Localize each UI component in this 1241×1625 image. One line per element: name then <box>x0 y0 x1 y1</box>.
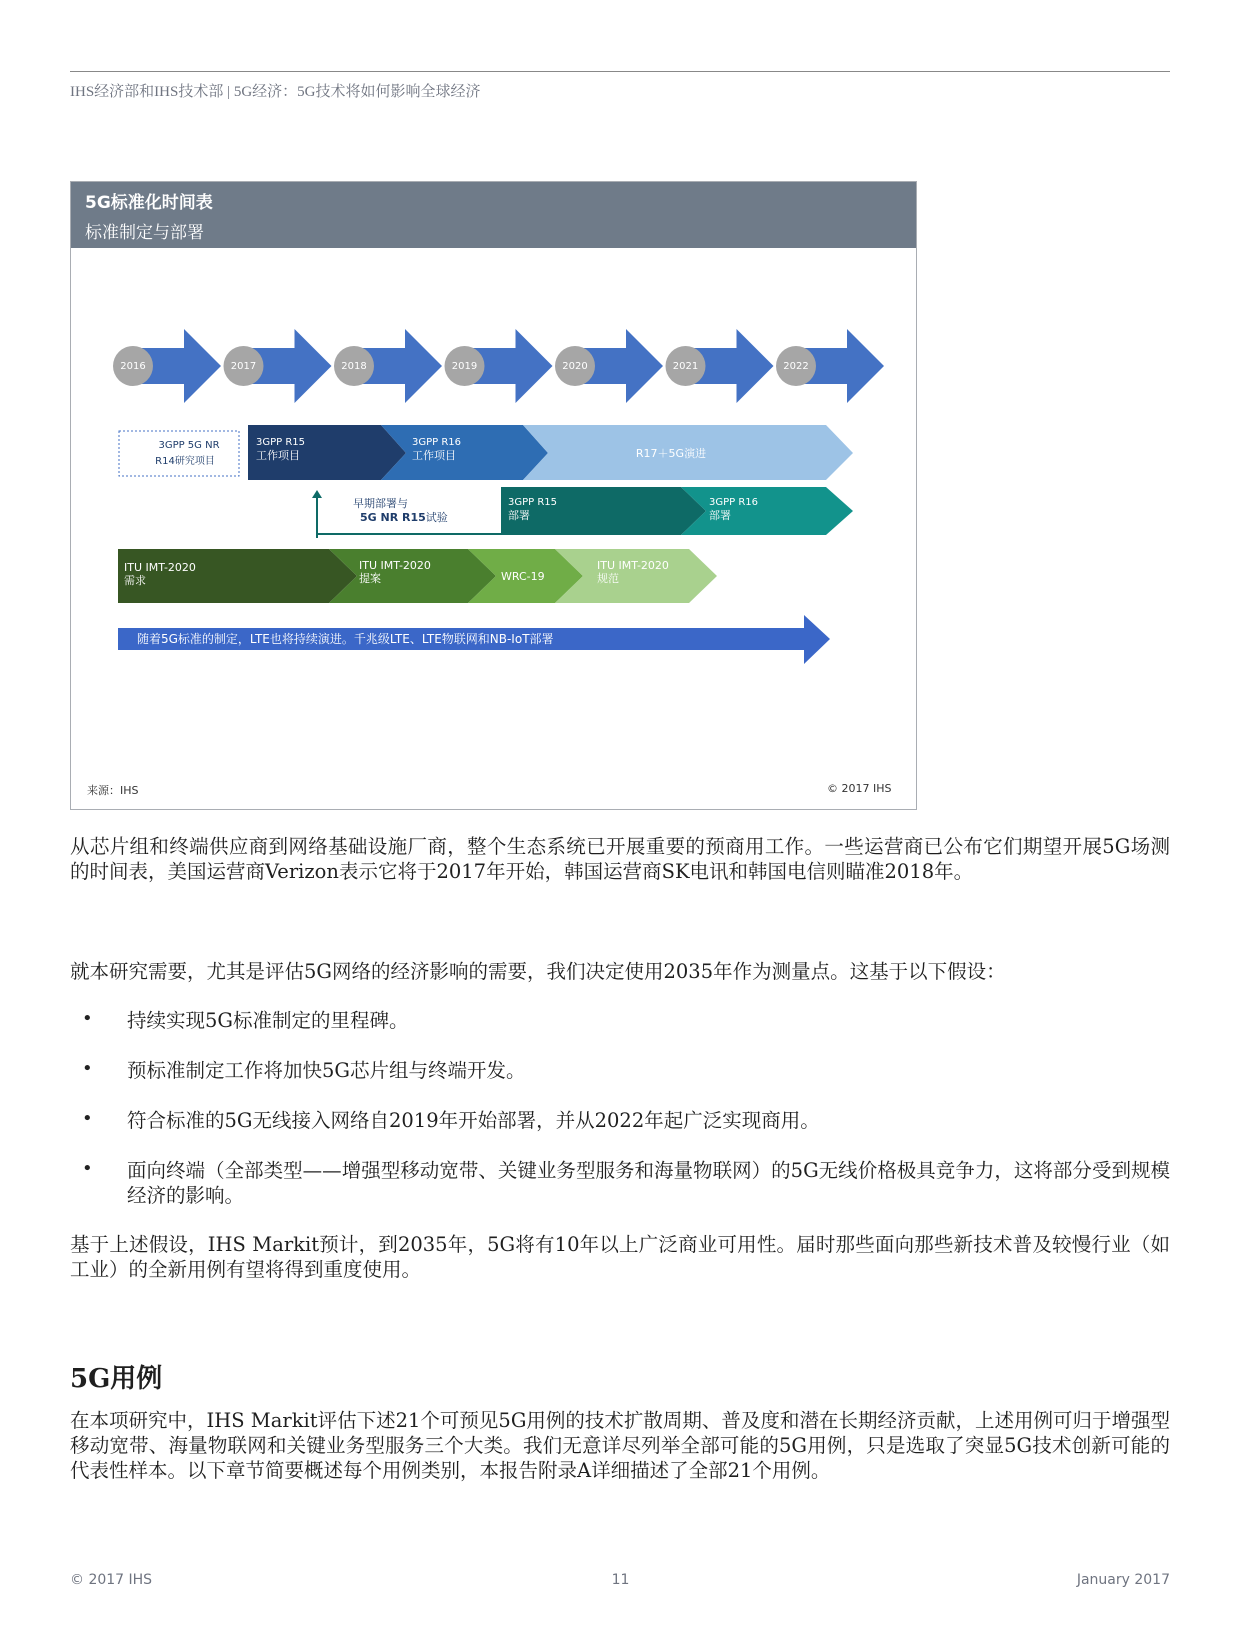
r16-deploy-label-1: 3GPP R16 <box>709 497 759 508</box>
year-label-2016: 2016 <box>120 361 146 372</box>
lte-evolution-label: 随着5G标准的制定，LTE也将持续演进。千兆级LTE、LTE物联网和NB-IoT部署 <box>137 632 554 646</box>
itu-req-label-2: 需求 <box>124 574 146 587</box>
r14-study-box <box>119 431 239 476</box>
itu-prop-label-1: ITU IMT-2020 <box>359 559 431 572</box>
bullet-marker-2: • <box>82 1058 93 1079</box>
bullet-item-2: 预标准制定工作将加快5G芯片组与终端开发。 <box>127 1059 526 1082</box>
r16-work-label-1: 3GPP R16 <box>412 437 462 448</box>
timeline-diagram <box>71 248 916 778</box>
year-label-2017: 2017 <box>230 361 257 372</box>
r16-work-arrow <box>381 425 548 480</box>
r14-label-1: 3GPP 5G NR <box>158 440 220 451</box>
early-label-2-bold: 5G NR R15 <box>360 511 426 524</box>
r16-work-label-2: 工作项目 <box>412 449 456 462</box>
header-rule <box>70 71 1170 72</box>
paragraph-1: 从芯片组和终端供应商到网络基础设施厂商，整个生态系统已开展重要的预商用工作。一些运营商已公布它们期望开展5G场测的时间表，美国运营商Verizon表示它将于2017年开始，韩国运营商SK电讯和韩国电信则瞄准2018年。 <box>70 835 1171 883</box>
r14-label-2: R14研究项目 <box>155 456 215 467</box>
figure-subtitle: 标准制定与部署 <box>85 223 204 243</box>
itu-req-label-1: ITU IMT-2020 <box>124 561 196 574</box>
footer-copyright: © 2017 IHS <box>70 1572 153 1588</box>
r15-deploy-arrow <box>501 487 706 535</box>
figure-copyright: © 2017 IHS <box>827 782 892 795</box>
paragraph-3: 基于上述假设，IHS Markit预计，到2035年，5G将有10年以上广泛商业可用性。届时那些面向那些新技术普及较慢行业（如工业）的全新用例有望将得到重度使用。 <box>70 1233 1170 1281</box>
early-label-1: 早期部署与 <box>353 497 408 510</box>
section-heading: 5G用例 <box>70 1364 163 1394</box>
r17-label: R17＋5G演进 <box>635 447 707 460</box>
early-label-2-rest: 试验 <box>425 511 448 524</box>
bullet-item-1: 持续实现5G标准制定的里程碑。 <box>127 1009 409 1032</box>
r15-deploy-label-1: 3GPP R15 <box>508 497 558 508</box>
itu-prop-label-2: 提案 <box>359 572 381 585</box>
bullet-item-3: 符合标准的5G无线接入网络自2019年开始部署，并从2022年起广泛实现商用。 <box>127 1109 820 1132</box>
paragraph-4: 在本项研究中，IHS Markit评估下述21个可预见5G用例的技术扩散周期、普及度和潜在长期经济贡献，上述用例可归于增强型移动宽带、海量物联网和关键业务型服务三个大类。我们无意详尽列举全部可能的5G用例，只是选取了突显5G技术创新可能的代表性样本。以下章节简要概述每个用例类别，本报告附录A详细描述了全部21个用例。 <box>70 1409 1170 1482</box>
timeline-figure <box>70 181 917 810</box>
wrc-label: WRC-19 <box>501 570 545 583</box>
running-header: IHS经济部和IHS技术部 | 5G经济：5G技术将如何影响全球经济 <box>70 84 481 100</box>
footer-date: January 2017 <box>1076 1572 1170 1588</box>
bullet-marker-3: • <box>82 1108 93 1129</box>
paragraph-2: 就本研究需要，尤其是评估5G网络的经济影响的需要，我们决定使用2035年作为测量点。这基于以下假设： <box>70 960 1006 983</box>
figure-title: 5G标准化时间表 <box>85 193 213 213</box>
r15-work-label-2: 工作项目 <box>256 449 300 462</box>
r16-deploy-label-2: 部署 <box>709 509 731 522</box>
figure-source: 来源：IHS <box>87 784 139 797</box>
page-number: 11 <box>611 1572 630 1588</box>
bullet-marker-1: • <box>82 1008 93 1029</box>
r16-deploy-arrow <box>681 487 853 535</box>
figure-title-bar <box>71 182 916 248</box>
itu-spec-label-1: ITU IMT-2020 <box>597 559 669 572</box>
year-label-2020: 2020 <box>562 361 588 372</box>
year-label-2022: 2022 <box>783 361 809 372</box>
year-label-2021: 2021 <box>672 361 699 372</box>
r15-work-label-1: 3GPP R15 <box>256 437 306 448</box>
itu-spec-label-2: 规范 <box>597 572 619 585</box>
early-connector-arrowhead <box>312 490 322 498</box>
early-label-2 <box>360 510 448 524</box>
year-label-2019: 2019 <box>451 361 478 372</box>
r15-deploy-label-2: 部署 <box>508 509 530 522</box>
itu-req-arrow <box>118 549 357 603</box>
year-label-2018: 2018 <box>341 361 367 372</box>
bullet-item-4: 面向终端（全部类型——增强型移动宽带、关键业务型服务和海量物联网）的5G无线价格极具竞争力，这将部分受到规模经济的影响。 <box>127 1159 1170 1207</box>
year-arrows <box>113 329 884 403</box>
bullet-marker-4: • <box>82 1158 93 1179</box>
